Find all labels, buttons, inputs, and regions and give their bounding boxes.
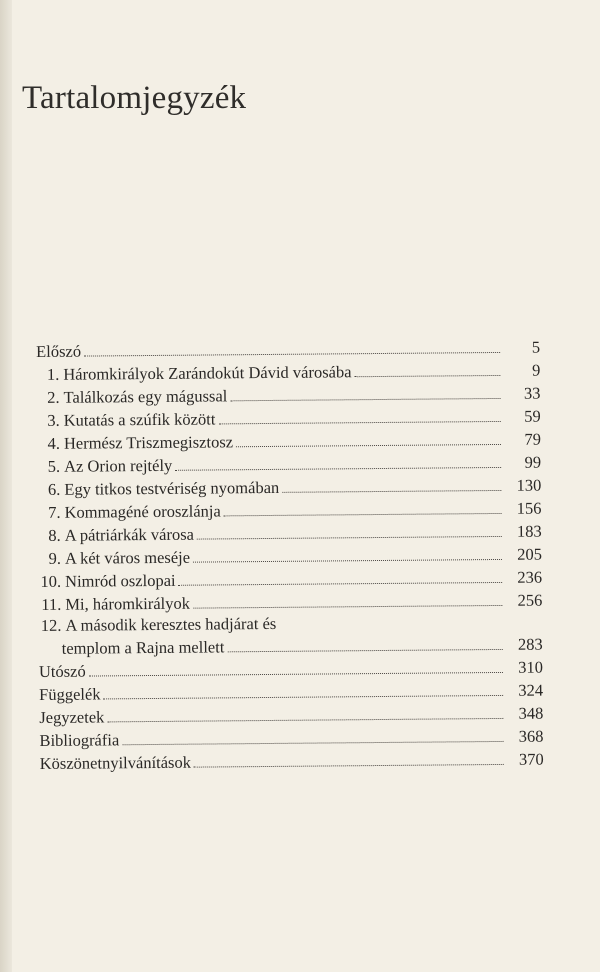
toc-entry-label: Köszönetnyilvánítások [39,752,192,773]
toc-page-number: 205 [517,544,542,564]
book-spine-shadow [0,0,12,972]
toc-entry-label: Előszó [36,341,82,361]
toc-chapter-number: 8. [48,525,61,545]
toc-entry-label: A pátriárkák városa [64,524,195,545]
toc-leader-dots [84,352,500,357]
toc-entry-label-continued: templom a Rajna mellett [61,637,225,658]
toc-page-number: 370 [518,749,544,769]
toc-leader-dots [175,467,501,471]
toc-chapter-number: 2. [47,387,60,407]
toc-leader-dots [179,582,503,586]
toc-chapter-number: 11. [41,594,62,614]
toc-entry-label: Egy titkos testvériség nyomában [64,477,280,499]
toc-page-number: 236 [517,567,543,587]
toc-leader-dots [218,421,500,424]
toc-page-number: 324 [518,680,544,700]
toc-chapter-number: 9. [48,548,62,568]
toc-chapter-number: 5. [47,456,61,476]
toc-page-number: 183 [516,521,542,541]
toc-leader-dots [236,444,501,447]
toc-leader-dots [197,536,502,540]
toc-entry-label: Az Orion rejtély [64,455,173,476]
toc-leader-dots [104,695,504,699]
toc-page-number: 79 [524,429,541,449]
toc-leader-dots [230,398,500,401]
toc-page-number: 5 [531,337,541,357]
toc-entry-label: Kommagéné oroszlánja [64,501,221,522]
toc-chapter-number: 7. [48,502,61,522]
toc-page-number: 156 [516,498,542,518]
toc-page-number: 130 [516,475,542,495]
toc-entry-label: Függelék [39,684,101,704]
toc-leader-dots [282,490,501,493]
toc-chapter-number: 3. [47,410,60,430]
toc-chapter-number: 12. [40,615,62,635]
toc-entry-label: Mi, háromkirályok [65,593,191,614]
toc-entry-label: Bibliográfia [39,730,120,750]
toc-leader-dots [355,375,501,377]
toc-leader-dots [194,764,504,768]
toc-leader-dots [193,605,502,609]
toc-entry-label: A két város meséje [64,547,191,568]
toc-page-number: 99 [524,452,542,472]
toc-chapter-number: 10. [40,571,62,591]
toc-entry-label: A második keresztes hadjárat és [65,613,277,635]
toc-leader-dots [89,672,503,677]
toc-entry-label: Nimród oszlopai [65,570,176,591]
toc-page-number: 283 [517,634,543,654]
toc-page-number: 59 [524,406,541,426]
toc-entry-acknowledgements [40,746,544,773]
toc-page-number: 256 [517,590,543,610]
toc-page-number: 310 [518,657,543,677]
toc-page-number: 348 [518,703,544,723]
toc-entry-label: Háromkirályok Zarándokút Dávid városába [63,362,352,384]
toc-page-number: 368 [518,726,544,746]
toc-entry-label: Utószó [38,661,86,681]
toc-leader-dots [224,513,502,516]
toc-page-number: 33 [523,383,541,403]
toc-leader-dots [107,718,503,722]
toc-leader-dots [227,649,502,652]
toc-entry-label: Hermész Triszmegisztosz [63,432,234,453]
toc-entry-label: Találkozás egy mágussal [63,386,228,407]
toc-entry-label: Kutatás a szúfik között [63,409,216,430]
toc-entry-chapter-12 [38,610,542,658]
page-title: Tartalomjegyzék [22,80,247,116]
table-of-contents [36,334,544,773]
toc-chapter-number: 6. [47,479,61,499]
toc-entry-label: Jegyzetek [39,707,105,727]
toc-leader-dots [193,559,502,563]
toc-leader-dots [122,741,503,745]
toc-chapter-number: 1. [46,364,60,384]
toc-chapter-number: 4. [47,433,61,453]
toc-page-number: 9 [531,360,541,380]
